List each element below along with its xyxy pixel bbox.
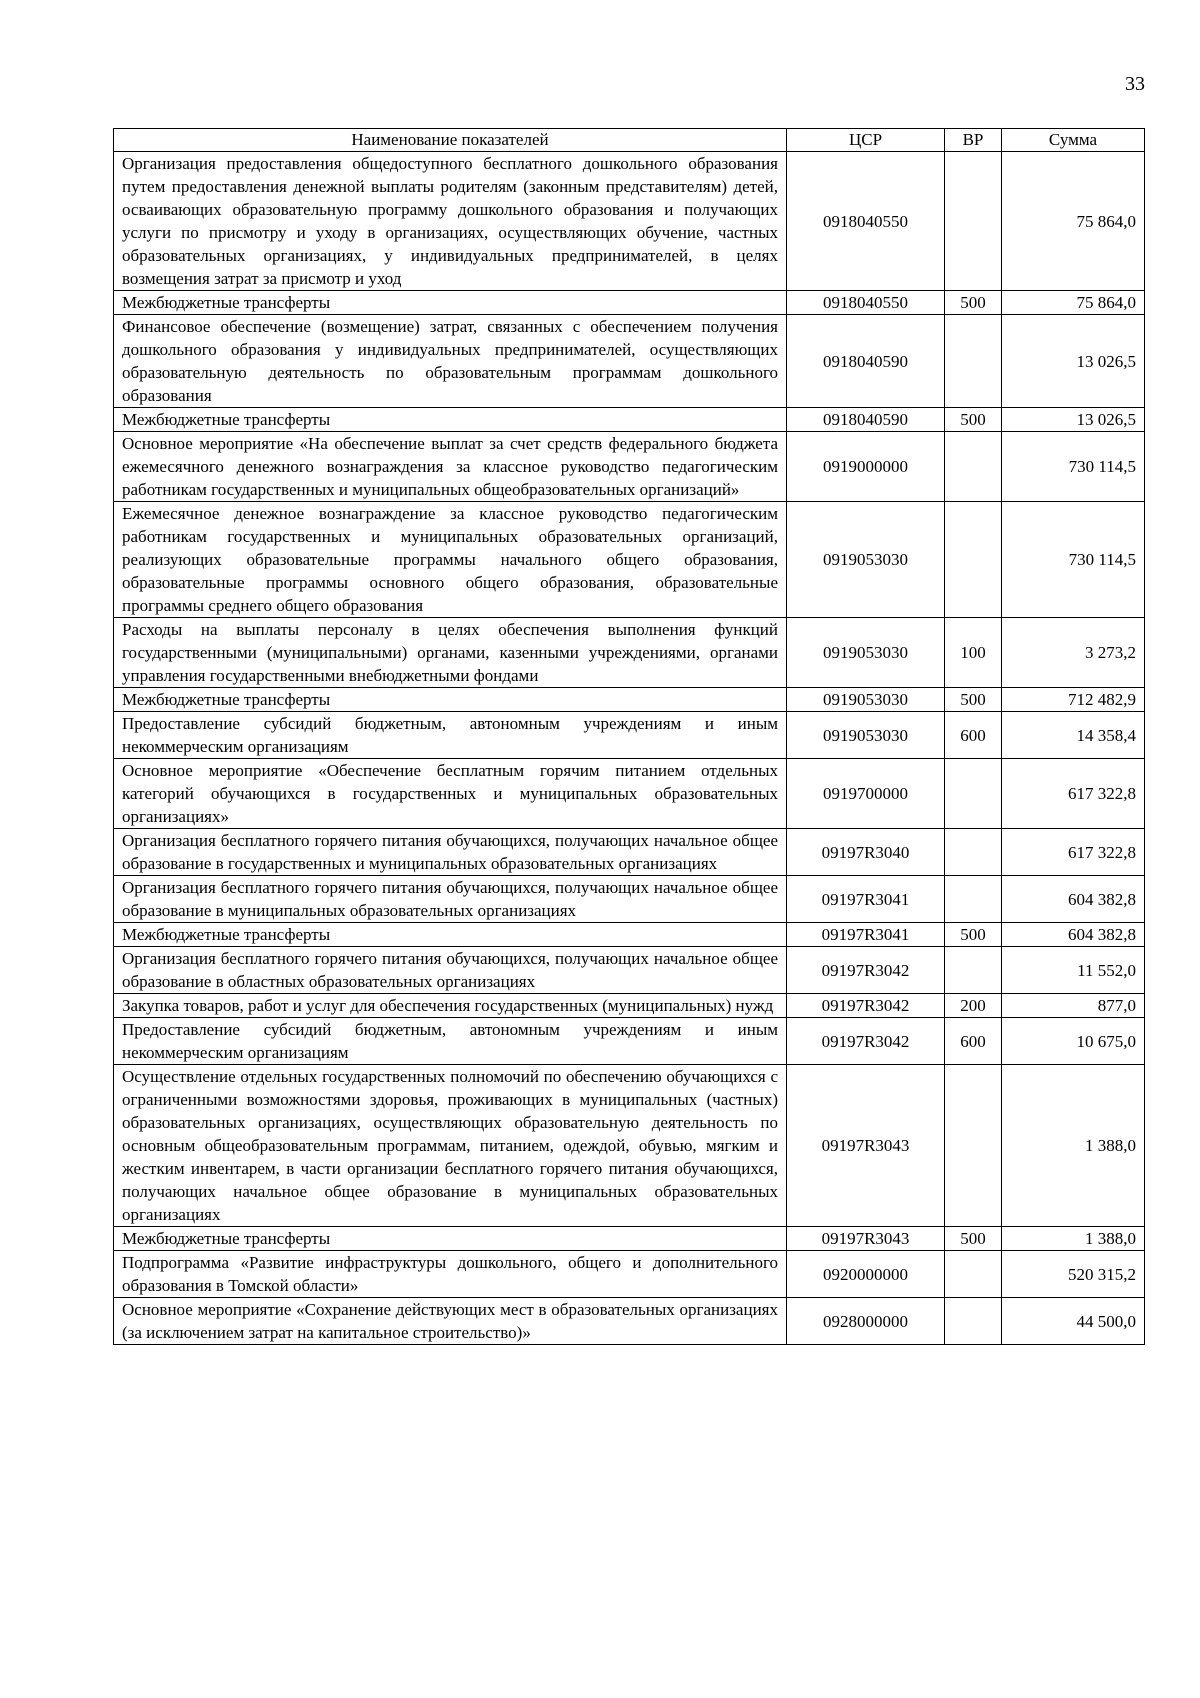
- table-row: [114, 1065, 1145, 1227]
- row-name: Осуществление отдельных государственных полномочий по обеспечению обучающихся с ограниченными возможностями здоровья, проживающих в муниципальных (частных) образовательных организациях, осуществляющих образовательную деятельность по основным общеобразовательным программам, питанием, одеждой, обувью, мягким и жестким инвентарем, в части организации бесплатного горячего питания обучающихся, получающих начальное общее образование в муниципальных образовательных организациях: [114, 1065, 787, 1227]
- row-csr: 0920000000: [787, 1251, 945, 1298]
- row-csr: 09197R3041: [787, 923, 945, 947]
- row-csr: 09197R3042: [787, 994, 945, 1018]
- row-vr: [945, 502, 1002, 618]
- row-csr: 09197R3043: [787, 1227, 945, 1251]
- budget-table: [113, 128, 1145, 1345]
- row-vr: [945, 829, 1002, 876]
- row-name: Организация бесплатного горячего питания обучающихся, получающих начальное общее образование в государственных и муниципальных образовательных организациях: [114, 829, 787, 876]
- row-name: Финансовое обеспечение (возмещение) затрат, связанных с обеспечением получения дошкольного образования у индивидуальных предпринимателей, осуществляющих образовательную деятельность по образовательным программам дошкольного образования: [114, 315, 787, 408]
- row-vr: 600: [945, 712, 1002, 759]
- row-csr: 0918040550: [787, 291, 945, 315]
- row-name: Организация бесплатного горячего питания обучающихся, получающих начальное общее образование в муниципальных образовательных организациях: [114, 876, 787, 923]
- row-name: Межбюджетные трансферты: [114, 688, 787, 712]
- row-sum: 75 864,0: [1002, 152, 1145, 291]
- table-row: [114, 432, 1145, 502]
- row-csr: 09197R3042: [787, 1018, 945, 1065]
- row-csr: 0919053030: [787, 712, 945, 759]
- row-sum: 13 026,5: [1002, 315, 1145, 408]
- table-row: [114, 408, 1145, 432]
- table-row: [114, 829, 1145, 876]
- row-name: Ежемесячное денежное вознаграждение за классное руководство педагогическим работникам государственных и муниципальных образовательных организаций, реализующих образовательные программы начального общего образования, образовательные программы основного общего образования, образовательные программы среднего общего образования: [114, 502, 787, 618]
- row-vr: 500: [945, 408, 1002, 432]
- row-csr: 09197R3041: [787, 876, 945, 923]
- row-csr: 09197R3042: [787, 947, 945, 994]
- row-name: Межбюджетные трансферты: [114, 408, 787, 432]
- table-row: [114, 152, 1145, 291]
- table-row: [114, 1018, 1145, 1065]
- header-name: Наименование показателей: [114, 129, 787, 152]
- row-csr: 09197R3043: [787, 1065, 945, 1227]
- row-sum: 604 382,8: [1002, 876, 1145, 923]
- row-csr: 0928000000: [787, 1298, 945, 1345]
- page-number: 33: [1125, 73, 1145, 95]
- row-sum: 730 114,5: [1002, 502, 1145, 618]
- row-csr: 0918040590: [787, 315, 945, 408]
- row-sum: 617 322,8: [1002, 759, 1145, 829]
- table-row: [114, 994, 1145, 1018]
- row-vr: [945, 152, 1002, 291]
- row-name: Организация предоставления общедоступного бесплатного дошкольного образования путем предоставления денежной выплаты родителям (законным представителям) детей, осваивающих образовательную программу дошкольного образования и получающих услуги по присмотру и уходу в организациях, осуществляющих обучение, частных образовательных организациях, у индивидуальных предпринимателей, в целях возмещения затрат за присмотр и уход: [114, 152, 787, 291]
- row-csr: 0919000000: [787, 432, 945, 502]
- row-sum: 1 388,0: [1002, 1227, 1145, 1251]
- table-row: [114, 1251, 1145, 1298]
- row-sum: 617 322,8: [1002, 829, 1145, 876]
- row-csr: 0919700000: [787, 759, 945, 829]
- row-name: Расходы на выплаты персоналу в целях обеспечения выполнения функций государственными (муниципальными) органами, казенными учреждениями, органами управления государственными внебюджетными фондами: [114, 618, 787, 688]
- row-vr: [945, 1251, 1002, 1298]
- row-vr: 100: [945, 618, 1002, 688]
- row-sum: 730 114,5: [1002, 432, 1145, 502]
- row-sum: 877,0: [1002, 994, 1145, 1018]
- header-csr: ЦСР: [787, 129, 945, 152]
- row-name: Подпрограмма «Развитие инфраструктуры дошкольного, общего и дополнительного образования в Томской области»: [114, 1251, 787, 1298]
- table-row: [114, 712, 1145, 759]
- table-row: [114, 618, 1145, 688]
- table-row: [114, 1227, 1145, 1251]
- row-vr: 500: [945, 688, 1002, 712]
- row-vr: [945, 315, 1002, 408]
- row-vr: [945, 876, 1002, 923]
- row-sum: 10 675,0: [1002, 1018, 1145, 1065]
- row-name: Организация бесплатного горячего питания обучающихся, получающих начальное общее образование в областных образовательных организациях: [114, 947, 787, 994]
- row-sum: 14 358,4: [1002, 712, 1145, 759]
- row-vr: 500: [945, 1227, 1002, 1251]
- row-vr: [945, 947, 1002, 994]
- table-row: [114, 502, 1145, 618]
- row-sum: 13 026,5: [1002, 408, 1145, 432]
- table-row: [114, 688, 1145, 712]
- table-row: [114, 947, 1145, 994]
- row-vr: [945, 432, 1002, 502]
- row-name: Основное мероприятие «Обеспечение бесплатным горячим питанием отдельных категорий обучающихся в государственных и муниципальных образовательных организациях»: [114, 759, 787, 829]
- row-csr: 0918040550: [787, 152, 945, 291]
- table-row: [114, 315, 1145, 408]
- row-name: Межбюджетные трансферты: [114, 291, 787, 315]
- row-vr: 200: [945, 994, 1002, 1018]
- row-sum: 604 382,8: [1002, 923, 1145, 947]
- row-vr: 500: [945, 291, 1002, 315]
- row-name: Закупка товаров, работ и услуг для обеспечения государственных (муниципальных) нужд: [114, 994, 787, 1018]
- table-row: [114, 759, 1145, 829]
- row-csr: 0918040590: [787, 408, 945, 432]
- table-row: [114, 876, 1145, 923]
- row-csr: 0919053030: [787, 618, 945, 688]
- row-csr: 0919053030: [787, 502, 945, 618]
- row-name: Предоставление субсидий бюджетным, автономным учреждениям и иным некоммерческим организациям: [114, 712, 787, 759]
- row-sum: 44 500,0: [1002, 1298, 1145, 1345]
- row-vr: 500: [945, 923, 1002, 947]
- row-csr: 09197R3040: [787, 829, 945, 876]
- table-row: [114, 923, 1145, 947]
- row-sum: 712 482,9: [1002, 688, 1145, 712]
- row-sum: 11 552,0: [1002, 947, 1145, 994]
- row-vr: [945, 1298, 1002, 1345]
- row-name: Основное мероприятие «Сохранение действующих мест в образовательных организациях (за исключением затрат на капитальное строительство)»: [114, 1298, 787, 1345]
- row-vr: [945, 1065, 1002, 1227]
- row-name: Основное мероприятие «На обеспечение выплат за счет средств федерального бюджета ежемесячного денежного вознаграждения за классное руководство педагогическим работникам государственных и муниципальных общеобразовательных организаций»: [114, 432, 787, 502]
- row-name: Предоставление субсидий бюджетным, автономным учреждениям и иным некоммерческим организациям: [114, 1018, 787, 1065]
- table-header-row: [114, 129, 1145, 152]
- row-name: Межбюджетные трансферты: [114, 1227, 787, 1251]
- table-row: [114, 1298, 1145, 1345]
- row-sum: 75 864,0: [1002, 291, 1145, 315]
- row-sum: 3 273,2: [1002, 618, 1145, 688]
- row-csr: 0919053030: [787, 688, 945, 712]
- row-vr: [945, 759, 1002, 829]
- row-sum: 1 388,0: [1002, 1065, 1145, 1227]
- header-vr: ВР: [945, 129, 1002, 152]
- row-vr: 600: [945, 1018, 1002, 1065]
- header-sum: Сумма: [1002, 129, 1145, 152]
- row-name: Межбюджетные трансферты: [114, 923, 787, 947]
- row-sum: 520 315,2: [1002, 1251, 1145, 1298]
- table-row: [114, 291, 1145, 315]
